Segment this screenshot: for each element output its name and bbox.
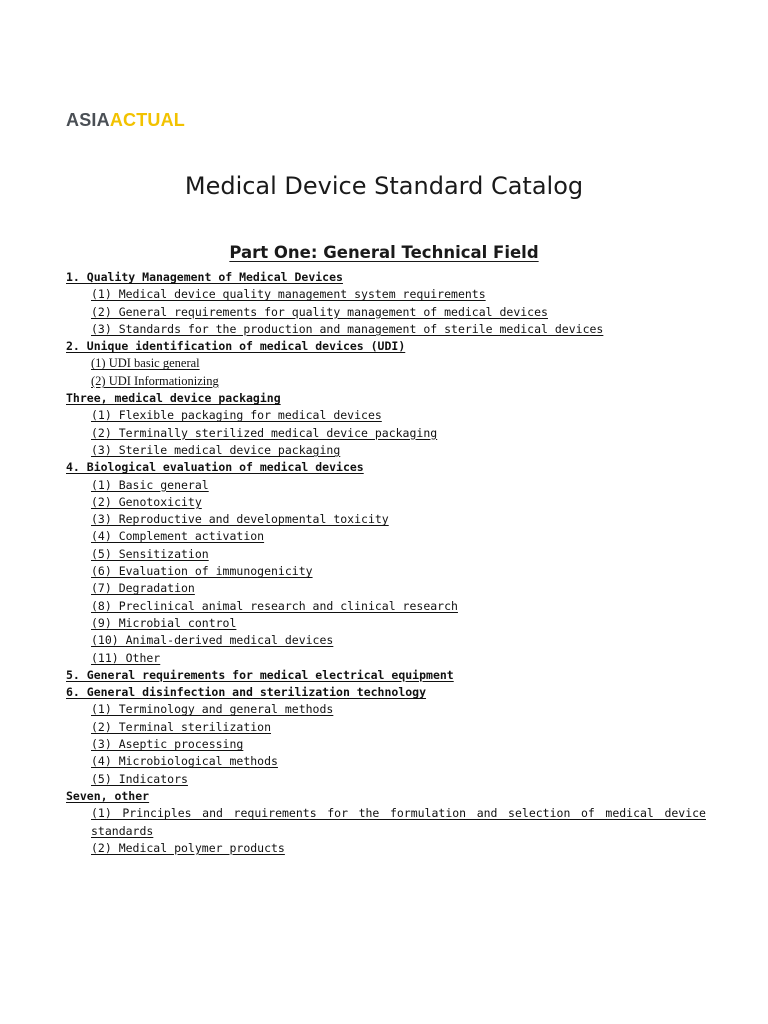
list-item-continuation[interactable]: standards — [91, 823, 154, 838]
logo-asia-text: ASIA — [66, 110, 110, 130]
section-heading[interactable]: 6. General disinfection and sterilization technology — [66, 685, 427, 700]
list-item[interactable]: (1) Medical device quality management system requirements — [91, 287, 486, 302]
list-item[interactable]: (2) Medical polymer products — [91, 840, 285, 855]
section-heading[interactable]: 2. Unique identification of medical devices (UDI) — [66, 339, 406, 354]
list-item[interactable]: (2) Terminal sterilization — [91, 719, 272, 734]
logo-actual-text: ACTUAL — [109, 110, 185, 130]
list-item[interactable]: (2) UDI Informationizing — [91, 373, 219, 388]
list-item[interactable]: (1) Flexible packaging for medical devices — [91, 408, 382, 423]
company-logo — [66, 109, 185, 131]
list-item[interactable]: (2) Terminally sterilized medical device packaging — [91, 425, 438, 440]
section-heading[interactable]: Three, medical device packaging — [66, 391, 281, 406]
list-item[interactable]: (10) Animal-derived medical devices — [91, 633, 334, 648]
catalog-list — [66, 269, 706, 857]
list-item[interactable]: (5) Indicators — [91, 771, 188, 786]
list-item[interactable]: (3) Standards for the production and management of sterile medical devices — [91, 321, 604, 336]
list-item[interactable]: (2) General requirements for quality management of medical devices — [91, 304, 548, 319]
list-item[interactable]: (7) Degradation — [91, 581, 195, 596]
list-item[interactable]: (3) Aseptic processing — [91, 737, 244, 752]
section-heading[interactable]: 4. Biological evaluation of medical devices — [66, 460, 364, 475]
list-item[interactable]: (4) Complement activation — [91, 529, 265, 544]
part-title — [0, 242, 768, 264]
list-item[interactable]: (11) Other — [91, 650, 161, 665]
section-heading[interactable]: 5. General requirements for medical electrical equipment — [66, 667, 454, 682]
list-item[interactable]: (1) Terminology and general methods — [91, 702, 334, 717]
list-item[interactable]: (1) Principles and requirements for the formulation and selection of medical device — [91, 806, 706, 821]
list-item[interactable]: (3) Reproductive and developmental toxicity — [91, 512, 389, 527]
list-item[interactable]: (1) Basic general — [91, 477, 209, 492]
list-item[interactable]: (6) Evaluation of immunogenicity — [91, 564, 313, 579]
list-item[interactable]: (1) UDI basic general — [91, 356, 200, 371]
list-item[interactable]: (9) Microbial control — [91, 615, 237, 630]
part-title-text: Part One: General Technical Field — [229, 243, 539, 262]
list-item[interactable]: (5) Sensitization — [91, 546, 209, 561]
list-item[interactable]: (4) Microbiological methods — [91, 754, 278, 769]
section-heading[interactable]: Seven, other — [66, 788, 150, 803]
section-heading[interactable]: 1. Quality Management of Medical Devices — [66, 270, 343, 284]
list-item[interactable]: (2) Genotoxicity — [91, 494, 202, 509]
list-item[interactable]: (3) Sterile medical device packaging — [91, 442, 341, 457]
document-title: Medical Device Standard Catalog — [184, 172, 584, 200]
list-item[interactable]: (8) Preclinical animal research and clinical research — [91, 598, 458, 613]
